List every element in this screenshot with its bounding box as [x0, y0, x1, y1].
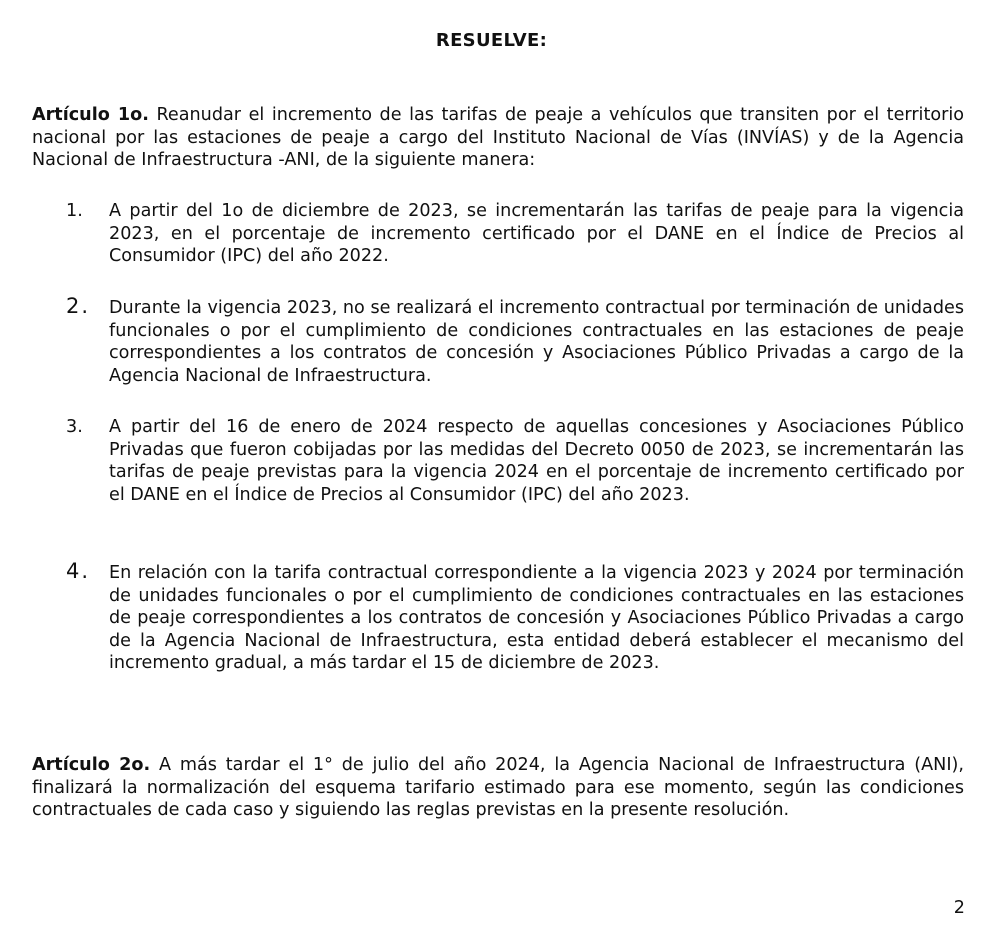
article-2: [32, 754, 964, 822]
list-item-text: En relación con la tarifa contractual correspondiente a la vigencia 2023 y 2024 por terminación de unidades funcionales o por el cumplimiento de condiciones contractuales en las estaciones de peaje correspondientes a los contratos de concesión y Asociaciones Público Privadas a cargo de la Agencia Nacional de Infraestructura, esta entidad deberá establecer el mecanismo del incremento gradual, a más tardar el 15 de diciembre de 2023.: [109, 563, 964, 674]
list-item-text: Durante la vigencia 2023, no se realizará el incremento contractual por terminación de unidades funcionales o por el cumplimiento de condiciones contractuales en las estaciones de peaje correspondientes a los contratos de concesión y Asociaciones Público Privadas a cargo de la Agencia Nacional de Infraestructura.: [109, 298, 964, 386]
article-2-text: A más tardar el 1° de julio del año 2024, la Agencia Nacional de Infraestructura (ANI), finalizará la normalización del esquema tarifario estimado para ese momento, según las condiciones contractuales de cada caso y siguiendo las reglas previstas en la presente resolución.: [32, 755, 964, 821]
list-item-number: 3.: [66, 417, 83, 437]
list-item-number: 2.: [66, 294, 91, 318]
article-1-text: Reanudar el incremento de las tarifas de peaje a vehículos que transiten por el territorio nacional por las estaciones de peaje a cargo del Instituto Nacional de Vías (INVÍAS) y de la Agencia Nacional de Infraestructura -ANI, de la siguiente manera:: [32, 105, 964, 171]
list-item-number: 4.: [66, 559, 91, 583]
page-number: 2: [953, 898, 965, 918]
article-1-lead: Artículo 1o.: [32, 105, 149, 125]
list-item-text: A partir del 16 de enero de 2024 respecto de aquellas concesiones y Asociaciones Público Privadas que fueron cobijadas por las medidas del Decreto 0050 de 2023, se incrementarán las tarifas de peaje previstas para la vigencia 2024 en el porcentaje de incremento certificado por el DANE en el Índice de Precios al Consumidor (IPC) del año 2023.: [109, 417, 964, 505]
list-item: [66, 294, 964, 387]
list-item-text: A partir del 1o de diciembre de 2023, se incrementarán las tarifas de peaje para la vigencia 2023, en el porcentaje de incremento certificado por el DANE en el Índice de Precios al Consumidor (IPC) del año 2022.: [109, 201, 964, 267]
list-item: [66, 200, 964, 268]
list-item: [66, 416, 964, 506]
list-item-number: 1.: [66, 201, 83, 221]
article-1: [32, 104, 964, 172]
section-heading: RESUELVE:: [435, 30, 548, 51]
article-2-lead: Artículo 2o.: [32, 755, 151, 775]
list-item: [66, 559, 964, 675]
